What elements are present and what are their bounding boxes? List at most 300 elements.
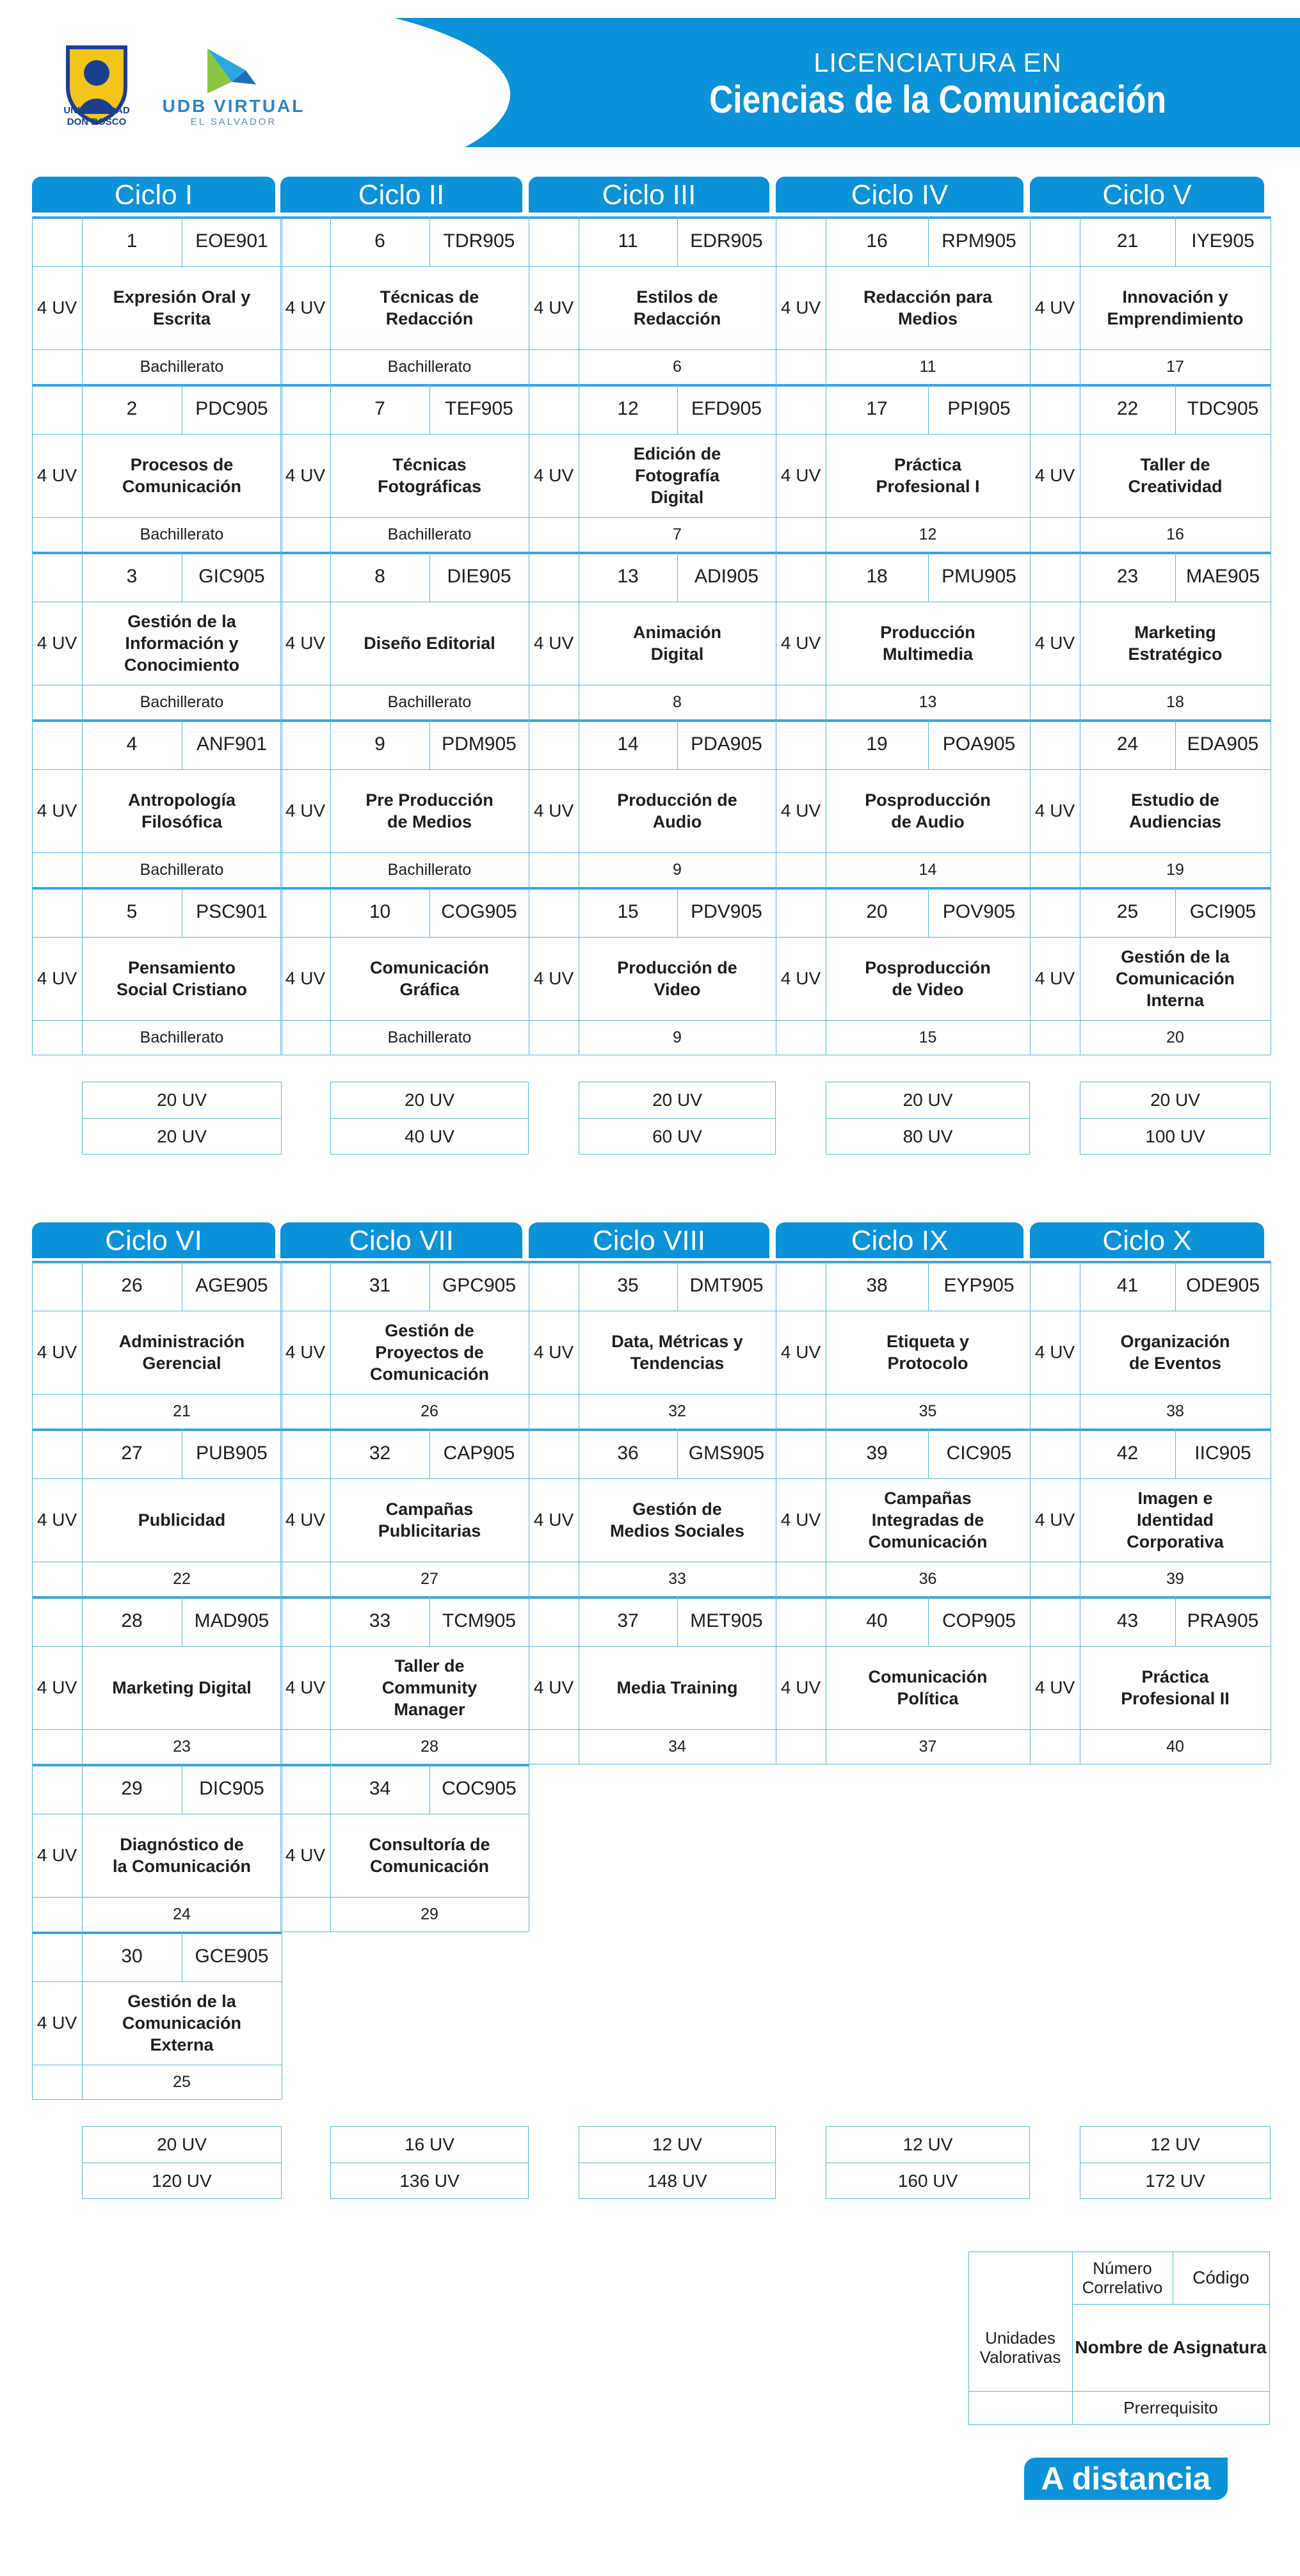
course-prerequisite: Bachillerato [387, 357, 472, 376]
course-uv: 4 UV [1034, 298, 1075, 317]
course-number: 39 [866, 1443, 888, 1464]
cumulative-uv-total: 60 UV [579, 1118, 775, 1154]
cumulative-uv-total: 148 UV [579, 2163, 775, 2198]
cumulative-uv-total: 160 UV [826, 2163, 1029, 2198]
course-name[interactable]: Campañas Integradas de Comunicación [868, 1489, 988, 1551]
course-name[interactable]: Media Training [616, 1678, 738, 1697]
course-code: EFD905 [691, 398, 762, 419]
course-number: 5 [126, 901, 138, 922]
course-number: 13 [617, 566, 639, 587]
cycle-tab-7[interactable]: Ciclo VII [280, 1222, 522, 1258]
course-name[interactable]: Innovación y Emprendimiento [1107, 287, 1244, 328]
course-block[interactable] [280, 552, 529, 719]
cycle-tab-1[interactable]: Ciclo I [32, 177, 275, 212]
course-uv: 4 UV [285, 1677, 326, 1697]
course-uv: 4 UV [1034, 633, 1075, 653]
course-block[interactable] [1030, 719, 1271, 887]
course-number: 29 [121, 1778, 143, 1799]
course-name[interactable]: Comunicación Política [868, 1667, 988, 1708]
course-number: 6 [374, 230, 385, 252]
cycle-uv-total: 16 UV [405, 2134, 454, 2154]
course-code: GMS905 [688, 1443, 765, 1464]
course-number: 9 [374, 733, 385, 755]
course-uv: 4 UV [285, 801, 326, 820]
course-name[interactable]: Publicidad [138, 1510, 226, 1530]
course-block[interactable] [776, 887, 1030, 1055]
udb-virtual-country: EL SALVADOR [190, 116, 277, 127]
course-code: MAE905 [1185, 566, 1260, 587]
course-code: PDC905 [195, 398, 268, 419]
course-number: 42 [1116, 1443, 1139, 1464]
cycle-uv-totals [330, 2126, 529, 2199]
course-name[interactable]: Estilos de Redacción [633, 287, 721, 328]
course-prerequisite: Bachillerato [140, 692, 224, 711]
course-code: DIE905 [447, 566, 511, 587]
course-prerequisite: Bachillerato [140, 860, 224, 879]
course-uv: 4 UV [1034, 968, 1075, 988]
course-number: 2 [126, 398, 138, 419]
course-uv: 4 UV [533, 633, 574, 653]
course-block[interactable] [1030, 1596, 1271, 1764]
course-code: POA905 [942, 733, 1016, 755]
course-code: PRA905 [1187, 1610, 1259, 1631]
course-prerequisite: 32 [668, 1402, 686, 1420]
course-number: 20 [866, 901, 888, 922]
course-prerequisite: Bachillerato [387, 692, 472, 711]
course-prerequisite: 36 [919, 1569, 937, 1588]
course-block[interactable] [776, 1596, 1030, 1764]
course-code: TDR905 [443, 230, 515, 252]
course-code: PMU905 [942, 566, 1016, 587]
course-name[interactable]: Técnicas Fotográficas [377, 455, 482, 496]
cycle-uv-total: 20 UV [652, 1090, 702, 1110]
course-prerequisite: 34 [668, 1737, 686, 1756]
course-block[interactable] [280, 1428, 529, 1596]
course-block[interactable] [32, 1932, 282, 2099]
course-prerequisite: 18 [1166, 692, 1184, 711]
course-block[interactable] [776, 216, 1030, 384]
course-code: CAP905 [443, 1443, 515, 1464]
course-uv: 4 UV [780, 801, 821, 820]
grid-line [32, 2099, 282, 2100]
course-number: 26 [121, 1275, 143, 1296]
course-code: MAD905 [194, 1610, 269, 1631]
course-code: ADI905 [694, 566, 759, 587]
course-prerequisite: Bachillerato [140, 1028, 224, 1046]
course-code: GPC905 [442, 1275, 517, 1296]
cycle-uv-total: 12 UV [1150, 2134, 1200, 2154]
course-uv: 4 UV [780, 298, 821, 317]
course-number: 40 [866, 1610, 888, 1631]
course-prerequisite: Bachillerato [387, 525, 472, 543]
course-name[interactable]: Posproducción de Audio [865, 790, 991, 831]
cumulative-uv-total: 40 UV [331, 1118, 528, 1154]
course-name[interactable]: Data, Métricas y Tendencias [611, 1332, 743, 1373]
course-number: 19 [866, 733, 888, 755]
course-number: 17 [866, 398, 888, 419]
course-code: AGE905 [195, 1275, 268, 1296]
course-block[interactable] [280, 1261, 529, 1428]
course-prerequisite: 29 [421, 1905, 438, 1923]
course-block[interactable] [1030, 1428, 1271, 1596]
course-prerequisite: 38 [1166, 1402, 1184, 1420]
course-code: DMT905 [689, 1275, 764, 1296]
course-uv: 4 UV [285, 968, 326, 988]
course-block[interactable] [32, 719, 282, 887]
course-number: 16 [866, 230, 888, 252]
cycle-uv-totals [330, 1082, 529, 1155]
course-block[interactable] [529, 1428, 776, 1596]
course-uv: 4 UV [285, 1845, 326, 1865]
course-code: PDM905 [442, 733, 517, 755]
course-name[interactable]: Posproducción de Video [865, 958, 991, 999]
course-block[interactable] [32, 384, 282, 552]
course-block[interactable] [529, 216, 776, 384]
course-code: EDR905 [690, 230, 763, 252]
course-name[interactable]: Redacción para Medios [863, 287, 993, 328]
course-block[interactable] [1030, 216, 1271, 384]
course-name[interactable]: Etiqueta y Protocolo [886, 1332, 970, 1373]
course-code: TCM905 [442, 1610, 517, 1631]
course-number: 37 [617, 1610, 639, 1631]
cycle-tab-2[interactable]: Ciclo II [280, 177, 522, 212]
course-block[interactable] [32, 1764, 282, 1932]
course-uv: 4 UV [285, 1342, 326, 1362]
course-uv: 4 UV [36, 298, 77, 317]
course-uv: 4 UV [36, 1510, 77, 1530]
course-code: GIC905 [198, 566, 265, 587]
course-code: ANF901 [196, 733, 268, 755]
course-uv: 4 UV [1034, 1510, 1075, 1530]
course-block[interactable] [776, 384, 1030, 552]
course-number: 12 [617, 398, 639, 419]
course-block[interactable] [280, 1764, 529, 1932]
course-number: 24 [1116, 733, 1139, 755]
course-prerequisite: 7 [673, 525, 682, 543]
course-code: PDA905 [691, 733, 762, 755]
course-block[interactable] [1030, 552, 1271, 719]
course-name[interactable]: Diseño Editorial [364, 634, 495, 653]
course-number: 14 [617, 733, 639, 755]
course-uv: 4 UV [1034, 801, 1075, 820]
course-number: 38 [866, 1275, 888, 1296]
cycle-tab-6[interactable]: Ciclo VI [32, 1222, 275, 1258]
course-uv: 4 UV [285, 633, 326, 653]
course-code: TEF905 [445, 398, 513, 419]
course-name[interactable]: Estudio de Audiencias [1128, 790, 1222, 831]
course-code: COP905 [942, 1610, 1016, 1631]
course-block[interactable] [1030, 887, 1271, 1055]
course-block[interactable] [529, 1596, 776, 1764]
course-prerequisite: 9 [673, 860, 682, 879]
cycle-tab-8[interactable]: Ciclo VIII [529, 1222, 769, 1258]
course-prerequisite: Bachillerato [387, 1028, 472, 1046]
course-name[interactable]: Pensamiento Social Cristiano [116, 958, 248, 999]
course-name[interactable]: Gestión de Proyectos de Comunicación [369, 1321, 490, 1384]
course-block[interactable] [529, 384, 776, 552]
course-number: 7 [374, 398, 385, 419]
course-block[interactable] [776, 1428, 1030, 1596]
course-number: 23 [1116, 566, 1139, 587]
course-prerequisite: Bachillerato [387, 860, 472, 879]
course-name[interactable]: Marketing Digital [112, 1678, 252, 1697]
course-number: 21 [1116, 230, 1139, 252]
course-code: IIC905 [1194, 1443, 1251, 1464]
course-name[interactable]: Expresión Oral y Escrita [113, 287, 251, 328]
course-block[interactable] [776, 552, 1030, 719]
legend-key [968, 2252, 1269, 2424]
legend-uv: Unidades Valorativas [979, 2328, 1061, 2367]
course-name[interactable]: Producción de Audio [617, 790, 737, 831]
course-uv: 4 UV [533, 968, 574, 988]
course-prerequisite: 28 [421, 1737, 438, 1756]
course-prerequisite: 17 [1166, 357, 1184, 376]
course-number: 10 [369, 901, 391, 922]
course-block[interactable] [529, 719, 776, 887]
course-block[interactable] [32, 1596, 282, 1764]
legend-prerequisite: Prerrequisito [1123, 2397, 1218, 2417]
course-code: PPI905 [947, 398, 1011, 419]
course-code: PUB905 [196, 1443, 268, 1464]
university-logo-text: UNIVERSIDAD DON BOSCO [63, 105, 130, 127]
legend-number: Número Correlativo [1082, 2259, 1163, 2297]
course-uv: 4 UV [36, 1845, 77, 1865]
cycle-tab-4[interactable]: Ciclo IV [776, 177, 1023, 212]
course-block[interactable] [280, 216, 529, 384]
course-name[interactable]: Pre Producción de Medios [365, 790, 494, 831]
course-name[interactable]: Gestión de la Comunicación Interna [1115, 947, 1235, 1010]
course-number: 8 [374, 566, 385, 587]
course-prerequisite: 40 [1166, 1737, 1184, 1756]
course-prerequisite: 39 [1166, 1569, 1184, 1588]
course-uv: 4 UV [36, 2013, 77, 2033]
program-title: Ciencias de la Comunicación [709, 78, 1167, 121]
course-uv: 4 UV [533, 298, 574, 317]
course-block[interactable] [32, 1428, 282, 1596]
course-uv: 4 UV [36, 801, 77, 820]
cumulative-uv-total: 120 UV [83, 2163, 281, 2198]
course-block[interactable] [280, 719, 529, 887]
cycle-tab-9[interactable]: Ciclo IX [776, 1222, 1023, 1258]
course-number: 4 [126, 733, 138, 755]
course-number: 11 [618, 230, 638, 252]
course-prerequisite: 11 [919, 357, 936, 376]
course-block[interactable] [32, 887, 282, 1055]
cumulative-uv-total: 20 UV [83, 1118, 281, 1154]
course-uv: 4 UV [533, 1677, 574, 1697]
course-name[interactable]: Edición de Fotografía Digital [633, 444, 721, 507]
course-code: RPM905 [942, 230, 1016, 252]
course-prerequisite: 24 [173, 1905, 191, 1923]
course-block[interactable] [280, 384, 529, 552]
course-name[interactable]: Organización de Eventos [1120, 1332, 1230, 1373]
course-uv: 4 UV [36, 633, 77, 653]
course-number: 31 [369, 1275, 391, 1296]
course-block[interactable] [776, 719, 1030, 887]
course-block[interactable] [32, 552, 282, 719]
course-name[interactable]: Comunicación Gráfica [369, 958, 490, 999]
course-number: 27 [121, 1443, 143, 1464]
course-name[interactable]: Consultoría de Comunicación [369, 1835, 490, 1876]
course-block[interactable] [529, 887, 776, 1055]
course-block[interactable] [776, 1261, 1030, 1428]
cycle-tab-5[interactable]: Ciclo V [1030, 177, 1264, 212]
course-name[interactable]: Producción Multimedia [880, 623, 975, 664]
course-uv: 4 UV [780, 1342, 821, 1362]
course-prerequisite: 19 [1166, 860, 1184, 879]
course-number: 33 [369, 1610, 391, 1631]
course-prerequisite: 21 [173, 1402, 191, 1420]
course-prerequisite: 25 [173, 2072, 191, 2091]
course-block[interactable] [1030, 384, 1271, 552]
course-uv: 4 UV [36, 465, 77, 485]
cumulative-uv-total: 136 UV [331, 2163, 528, 2198]
course-name[interactable]: Gestión de la Información y Conocimiento [124, 612, 239, 675]
course-name[interactable]: Diagnóstico de la Comunicación [112, 1835, 252, 1876]
course-number: 34 [369, 1778, 391, 1799]
course-code: DIC905 [199, 1778, 264, 1799]
course-number: 41 [1116, 1275, 1139, 1296]
cycle-uv-totals [82, 1082, 282, 1155]
course-code: MET905 [690, 1610, 763, 1631]
course-number: 43 [1116, 1610, 1139, 1631]
course-name[interactable]: Gestión de Medios Sociales [609, 1500, 745, 1540]
course-prerequisite: 20 [1166, 1028, 1184, 1046]
course-code: EYP905 [943, 1275, 1015, 1296]
cycle-uv-total: 20 UV [405, 1090, 454, 1110]
course-number: 28 [121, 1610, 143, 1631]
course-code: IYE905 [1191, 230, 1255, 252]
course-uv: 4 UV [780, 1677, 821, 1697]
course-number: 25 [1116, 901, 1139, 922]
course-number: 22 [1116, 398, 1139, 419]
cycle-uv-total: 12 UV [652, 2134, 702, 2154]
course-prerequisite: 13 [919, 692, 937, 711]
course-number: 30 [121, 1946, 143, 1967]
course-name[interactable]: Procesos de Comunicación [122, 455, 242, 496]
course-prerequisite: Bachillerato [140, 525, 224, 543]
course-number: 3 [126, 566, 138, 587]
cumulative-uv-total: 80 UV [826, 1118, 1029, 1154]
course-block[interactable] [280, 887, 529, 1055]
course-uv: 4 UV [36, 1342, 77, 1362]
cycle-uv-totals [82, 2126, 282, 2199]
course-code: GCI905 [1189, 901, 1256, 922]
legend-code: Código [1192, 2268, 1249, 2287]
course-block[interactable] [32, 216, 282, 384]
course-name[interactable]: Administración Gerencial [118, 1332, 245, 1373]
course-name[interactable]: Marketing Estratégico [1128, 623, 1223, 664]
course-number: 18 [866, 566, 888, 587]
course-name[interactable]: Taller de Community Manager [381, 1656, 477, 1719]
course-block[interactable] [280, 1596, 529, 1764]
course-uv: 4 UV [780, 968, 821, 988]
course-code: TDC905 [1187, 398, 1259, 419]
course-prerequisite: 15 [919, 1028, 937, 1046]
course-prerequisite: 37 [919, 1737, 937, 1756]
course-number: 15 [617, 901, 639, 922]
course-uv: 4 UV [533, 465, 574, 485]
course-prerequisite: 26 [421, 1402, 438, 1420]
program-subtitle: LICENCIATURA EN [814, 47, 1062, 77]
course-block[interactable] [1030, 1261, 1271, 1428]
course-code: COC905 [442, 1778, 517, 1799]
course-name[interactable]: Práctica Profesional I [876, 455, 980, 496]
course-name[interactable]: Práctica Profesional II [1121, 1667, 1230, 1708]
cycle-tab-3[interactable]: Ciclo III [529, 177, 769, 212]
course-uv: 4 UV [780, 633, 821, 653]
course-name[interactable]: Producción de Video [617, 958, 737, 999]
course-uv: 4 UV [533, 1510, 574, 1530]
course-name[interactable]: Gestión de la Comunicación Externa [122, 1992, 242, 2054]
course-name[interactable]: Imagen e Identidad Corporativa [1127, 1489, 1224, 1551]
cycle-tab-10[interactable]: Ciclo X [1030, 1222, 1264, 1258]
cycle-uv-total: 20 UV [903, 1090, 953, 1110]
legend-course-name: Nombre de Asignatura [1075, 2337, 1267, 2357]
course-prerequisite: 27 [421, 1569, 438, 1588]
course-name[interactable]: Técnicas de Redacción [380, 287, 479, 328]
course-number: 1 [126, 230, 138, 252]
cycle-uv-totals [1080, 1082, 1271, 1155]
cumulative-uv-total: 100 UV [1080, 1118, 1270, 1154]
course-prerequisite: 8 [673, 692, 682, 711]
course-prerequisite: 23 [173, 1737, 191, 1756]
course-name[interactable]: Animación Digital [632, 623, 722, 664]
course-prerequisite: 35 [919, 1402, 937, 1420]
cycle-uv-total: 20 UV [157, 2134, 207, 2154]
course-uv: 4 UV [285, 1510, 326, 1530]
program-title-block [595, 47, 1280, 122]
course-block[interactable] [32, 1261, 282, 1428]
course-name[interactable]: Campañas Publicitarias [378, 1500, 481, 1540]
course-uv: 4 UV [285, 465, 326, 485]
cumulative-uv-total: 172 UV [1080, 2163, 1270, 2198]
course-number: 32 [369, 1443, 391, 1464]
cycle-uv-totals [826, 1082, 1030, 1155]
udb-virtual-name: UDB VIRTUAL [162, 96, 305, 116]
course-block[interactable] [529, 552, 776, 719]
course-uv: 4 UV [1034, 1342, 1075, 1362]
cycle-uv-totals [826, 2126, 1030, 2199]
cycle-uv-total: 20 UV [157, 1090, 207, 1110]
course-code: PSC901 [196, 901, 268, 922]
course-prerequisite: 6 [673, 357, 682, 376]
course-prerequisite: 14 [919, 860, 937, 879]
course-name[interactable]: Antropología Filosófica [128, 790, 236, 831]
course-code: GCE905 [195, 1946, 269, 1967]
course-code: EOE901 [195, 230, 268, 252]
course-code: CIC905 [946, 1443, 1012, 1464]
course-uv: 4 UV [780, 465, 821, 485]
course-uv: 4 UV [780, 1510, 821, 1530]
udb-virtual-logo-text [154, 96, 314, 128]
course-code: ODE905 [1185, 1275, 1260, 1296]
course-prerequisite: 33 [668, 1569, 686, 1588]
cycle-uv-total: 20 UV [1150, 1090, 1200, 1110]
course-block[interactable] [529, 1261, 776, 1428]
course-code: COG905 [441, 901, 517, 922]
course-uv: 4 UV [533, 1342, 574, 1362]
course-uv: 4 UV [36, 968, 77, 988]
modality-badge: A distancia [1024, 2458, 1228, 2500]
course-uv: 4 UV [1034, 465, 1075, 485]
course-code: POV905 [942, 901, 1016, 922]
cycle-uv-totals [1080, 2126, 1271, 2199]
course-name[interactable]: Taller de Creatividad [1128, 455, 1223, 496]
cycle-uv-totals [579, 1082, 776, 1155]
cycle-uv-total: 12 UV [903, 2134, 953, 2154]
course-prerequisite: 16 [1166, 525, 1184, 543]
